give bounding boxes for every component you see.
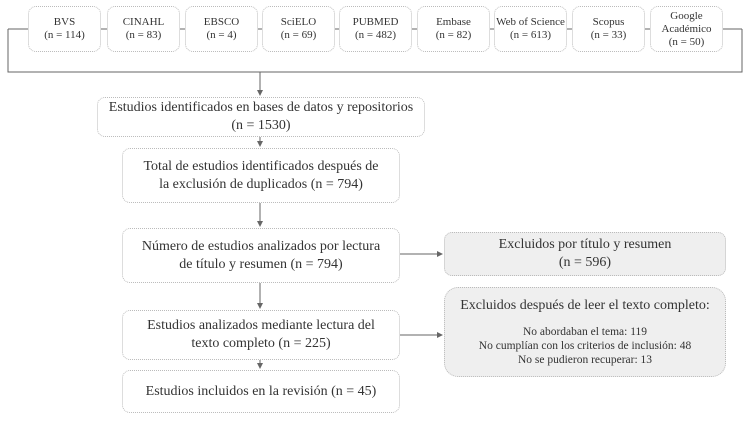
exclusion-reason: No cumplían con los criterios de inclusión: 48 — [478, 340, 692, 352]
included-box — [122, 370, 400, 413]
identified-box — [97, 97, 425, 137]
fulltext-label: Estudios analizados mediante lectura del texto completo (n = 225) — [147, 318, 375, 351]
source-box — [185, 6, 258, 52]
source-count: (n = 4) — [206, 29, 237, 41]
source-count: (n = 83) — [125, 29, 162, 41]
source-name: CINAHL — [122, 16, 165, 28]
source-count: (n = 33) — [590, 29, 627, 41]
fulltext-box — [122, 310, 400, 360]
source-count: (n = 69) — [280, 29, 317, 41]
source-name: Web of Science — [496, 16, 565, 28]
included-label: Estudios incluidos en la revisión (n = 45) — [145, 383, 377, 399]
source-name: Embase — [436, 16, 471, 28]
source-box — [107, 6, 180, 52]
source-count: (n = 50) — [668, 35, 705, 48]
source-box — [417, 6, 490, 52]
source-name: Google Académico — [661, 9, 712, 35]
identified-label: Estudios identificados en bases de datos y repositorios — [108, 100, 414, 115]
source-box — [572, 6, 645, 52]
source-box — [262, 6, 335, 52]
source-name: Scopus — [592, 16, 625, 28]
exclusion-reason: No abordaban el tema: 119 — [522, 326, 648, 338]
source-box — [650, 6, 723, 52]
screened-label: Número de estudios analizados por lectura de título y resumen (n = 794) — [141, 238, 381, 272]
source-name: SciELO — [280, 16, 317, 28]
source-box — [494, 6, 567, 52]
source-count: (n = 82) — [435, 29, 472, 41]
source-name: BVS — [53, 16, 76, 28]
screened-box — [122, 228, 400, 283]
source-count: (n = 613) — [509, 29, 552, 41]
source-name: PUBMED — [352, 16, 399, 28]
excluded-title-abstract-label: Excluidos por título y resumen — [498, 237, 672, 252]
excluded-title-abstract-count: (n = 596) — [558, 255, 612, 270]
dedup-label: Total de estudios identificados después de la exclusión de duplicados (n = 794) — [143, 158, 379, 192]
dedup-box — [122, 148, 400, 203]
source-count: (n = 114) — [44, 29, 85, 41]
source-name: EBSCO — [203, 16, 240, 28]
excluded-fulltext-box — [444, 287, 726, 377]
identified-count: (n = 1530) — [231, 118, 291, 133]
source-count: (n = 482) — [354, 29, 397, 41]
excluded-title-abstract-box — [444, 232, 726, 276]
source-box — [28, 6, 101, 52]
source-box — [339, 6, 412, 52]
exclusion-reason: No se pudieron recuperar: 13 — [517, 354, 653, 366]
excluded-fulltext-title: Excluidos después de leer el texto completo: — [460, 298, 710, 313]
